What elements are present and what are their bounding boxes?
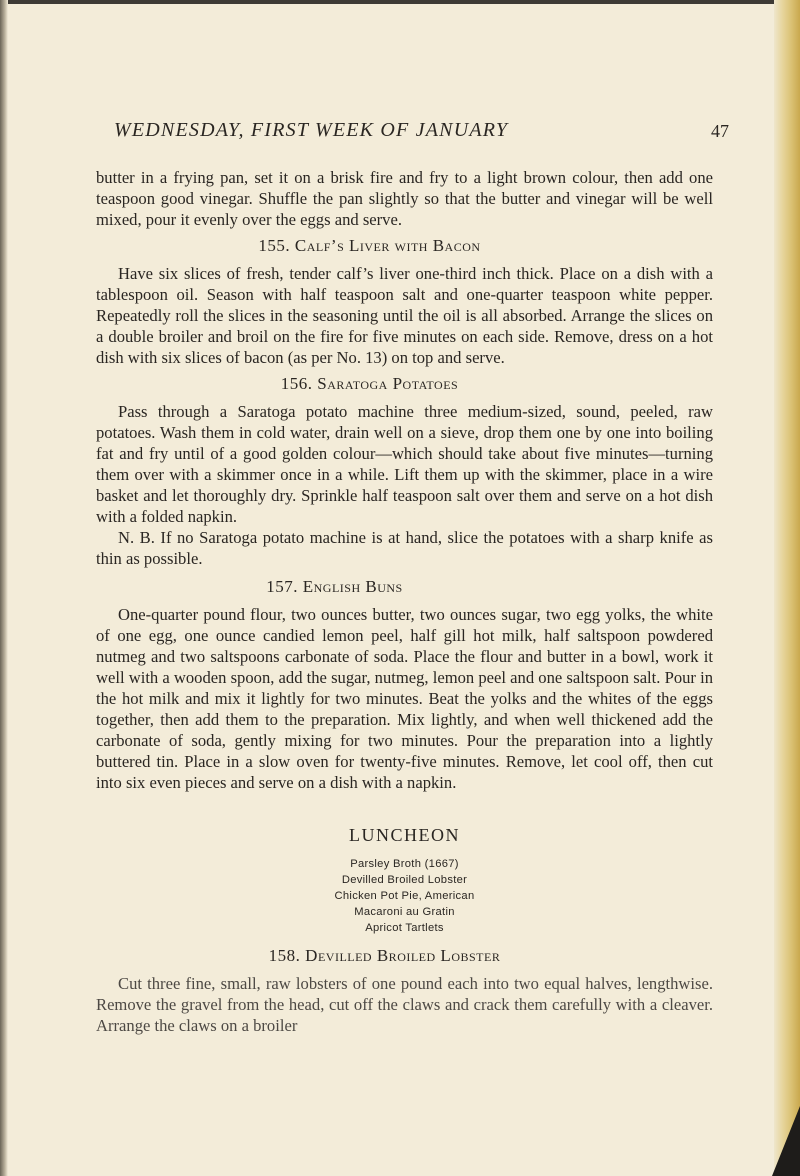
recipe-157-heading: 157. English Buns	[266, 577, 403, 596]
menu-item: Apricot Tartlets	[365, 922, 444, 934]
recipe-155-text: Have six slices of fresh, tender calf’s liver one-third inch thick. Place on a dish with a tablespoon oil. Season with half teaspoon salt and one-quarter teaspoon white pepper. Repeatedly roll the slices in the seasoning until the oil is all absorbed. Arrange the slices on a double broiler and broil on the fire for five minutes on each side. Remove, dress on a hot dish with six slices of bacon (as per No. 13) on top and serve.	[96, 264, 713, 367]
recipe-156-note: N. B. If no Saratoga potato machine is at hand, slice the potatoes with a sharp knife as thin as possible.	[96, 528, 713, 568]
page-right-edge	[774, 0, 800, 1176]
luncheon-title: LUNCHEON	[349, 825, 460, 845]
recipe-156-heading: 156. Saratoga Potatoes	[280, 374, 459, 393]
page-gutter-shadow	[0, 0, 8, 1176]
corner-shadow	[772, 1106, 800, 1176]
menu-item: Macaroni au Gratin	[354, 906, 455, 918]
book-page	[96, 119, 729, 1036]
scan-top-edge	[0, 0, 800, 4]
intro-paragraph: butter in a frying pan, set it on a brisk fire and fry to a light brown colour, then add one teaspoon good vinegar. Shuffle the pan slightly so that the butter and vinegar will be well mixed, pour it evenly over the eggs and serve.	[96, 168, 713, 229]
running-title: WEDNESDAY, FIRST WEEK OF JANUARY	[114, 119, 509, 141]
menu-item: Parsley Broth (1667)	[350, 858, 459, 870]
recipe-156-text: Pass through a Saratoga potato machine three medium-sized, sound, peeled, raw potatoes. Wash them in cold water, drain well on a sieve, drop them one by one into boiling fat and fry until of a good golden colour—which should take about five minutes—turning them over with a skimmer once in a while. Lift them up with the skimmer, place in a wire basket and let thoroughly dry. Sprinkle half teaspoon salt over them and serve on a hot dish with a folded napkin.	[96, 402, 713, 526]
recipe-155-heading: 155. Calf’s Liver with Bacon	[258, 236, 481, 255]
menu-item: Chicken Pot Pie, American	[334, 890, 475, 902]
menu-item: Devilled Broiled Lobster	[341, 874, 468, 886]
page-number: 47	[711, 121, 729, 141]
recipe-158-heading: 158. Devilled Broiled Lobster	[268, 946, 501, 965]
recipe-158-text: Cut three fine, small, raw lobsters of one pound each into two equal halves, lengthwise. Remove the gravel from the head, cut off the claws and crack them carefully with a cleaver. Arrange the claws on a broiler	[96, 974, 713, 1035]
recipe-157-text: One-quarter pound flour, two ounces butter, two ounces sugar, two egg yolks, the white of one egg, one ounce candied lemon peel, half gill hot milk, half saltspoon powdered nutmeg and two saltspoons carbonate of soda. Place the flour and butter in a bowl, work it well with a wooden spoon, add the sugar, nutmeg, lemon peel and one saltspoon salt. Pour in the hot milk and mix it lightly for two minutes. Beat the yolks and the whites of the eggs together, then add them to the preparation. Mix lightly, and when well thickened add the carbonate of soda, gently mixing for two minutes. Pour the preparation into a lightly buttered tin. Place in a slow oven for twenty-five minutes. Remove, let cool off, then cut into six even pieces and serve on a dish with a napkin.	[96, 605, 713, 792]
luncheon-menu	[96, 825, 713, 936]
running-head	[96, 119, 729, 149]
